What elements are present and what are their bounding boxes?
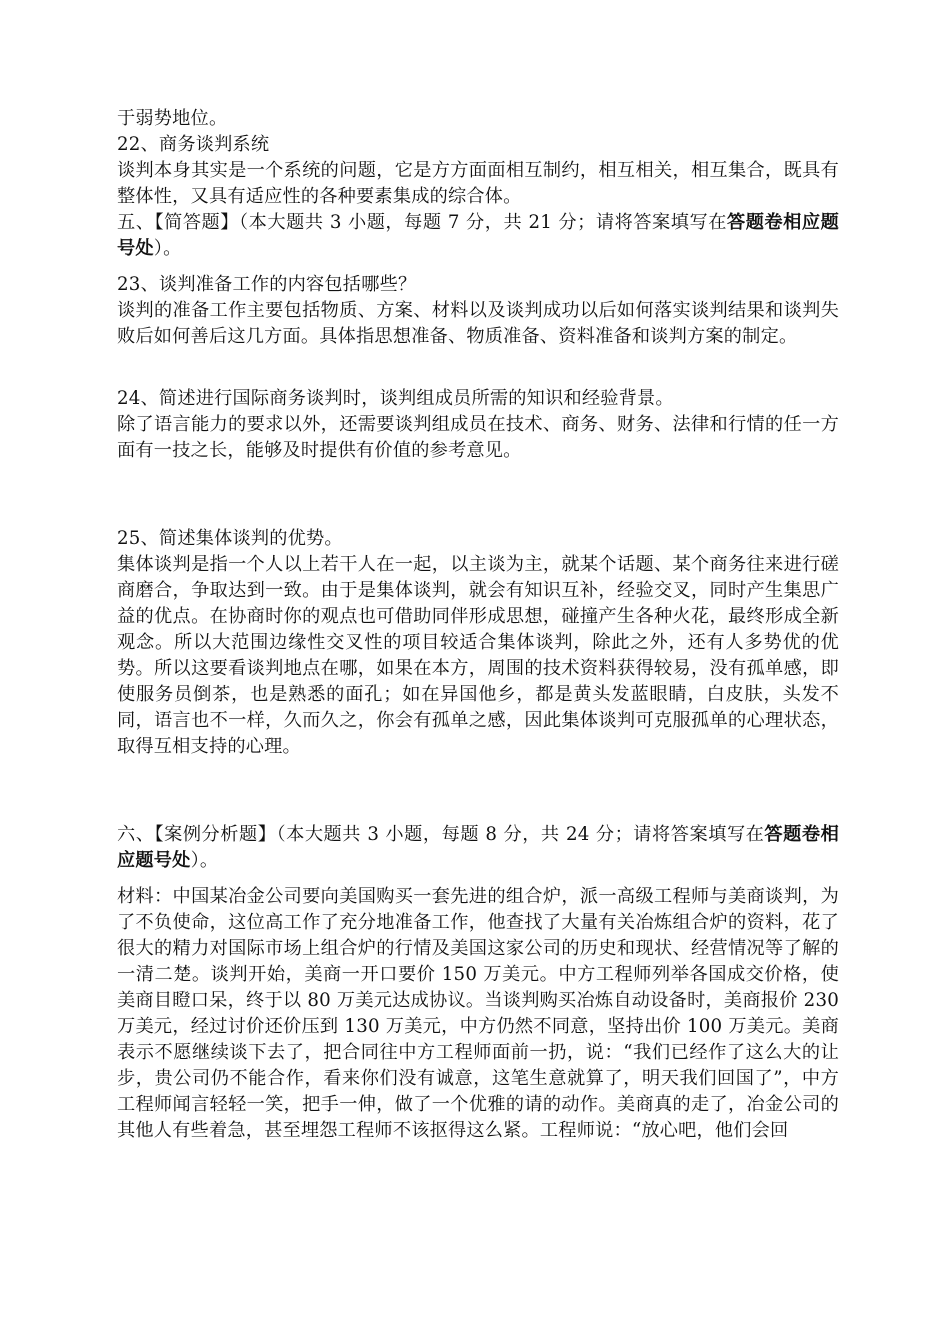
question-25-answer: 集体谈判是指一个人以上若干人在一起，以主谈为主，就某个话题、某个商务往来进行磋商磨合，争取达到一致。由于是集体谈判，就会有知识互补，经验交叉，同时产生集思广益的优点。在协商时你的观点也可借助同伴形成思想，碰撞产生各种火花，最终形成全新观念。所以大范围边缘性交叉性的项目较适合集体谈判，除此之外，还有人多势优的优势。所以这要看谈判地点在哪，如果在本方，周围的技术资料获得较易，没有孤单感，即使服务员倒茶，也是熟悉的面孔；如在异国他乡，都是黄头发蓝眼睛，白皮肤，头发不同，语言也不一样，久而久之，你会有孤单之感，因此集体谈判可克服孤单的心理状态，取得互相支持的心理。 [117,554,839,757]
section-5-heading-bold: 答题卷相应题号处 [117,212,840,259]
question-22-answer: 谈判本身其实是一个系统的问题，它是方方面面相互制约，相互相关，相互集合，既具有整体性，又具有适应性的各种要素集成的综合体。 [117,160,839,207]
section-6-heading [117,822,839,874]
section-5-heading-prefix: 五、【简答题】（本大题共 3 小题，每题 7 分，共 21 分；请将答案填写在 [117,212,727,233]
section-5-heading [117,210,839,262]
question-25-title: 25、简述集体谈判的优势。 [117,528,343,549]
document-page [117,106,839,1144]
section-6-heading-bold: 答题卷相应题号处 [117,824,839,871]
spacer [117,874,839,884]
spacer [117,350,839,386]
paragraph-continuation: 于弱势地位。 [117,108,228,129]
spacer [117,760,839,822]
case-material: 材料：中国某冶金公司要向美国购买一套先进的组合炉，派一高级工程师与美商谈判，为了不负使命，这位高工作了充分地准备工作，他查找了大量有关冶炼组合炉的资料，花了很大的精力对国际市场上组合炉的行情及美国这家公司的历史和现状、经营情况等了解的一清二楚。谈判开始，美商一开口要价 150 万美元。中方工程师列举各国成交价格，使美商目瞪口呆，终于以 80 万美元达成协议。当谈判购买冶炼自动设备时，美商报价 230 万美元，经过讨价还价压到 130 万美元，中方仍然不同意，坚持出价 100 万美元。美商表示不愿继续谈下去了，把合同往中方工程师面前一扔，说：“我们已经作了这么大的让步，贵公司仍不能合作，看来你们没有诚意，这笔生意就算了，明天我们回国了”，中方工程师闻言轻轻一笑，把手一伸，做了一个优雅的请的动作。美商真的走了，冶金公司的其他人有些着急，甚至埋怨工程师不该抠得这么紧。工程师说：“放心吧，他们会回 [117,886,839,1141]
question-22-title: 22、商务谈判系统 [117,134,270,155]
section-6-heading-suffix: ）。 [190,850,219,871]
question-23-answer: 谈判的准备工作主要包括物质、方案、材料以及谈判成功以后如何落实谈判结果和谈判失败后如何善后这几方面。具体指思想准备、物质准备、资料准备和谈判方案的制定。 [117,300,839,347]
section-6-heading-prefix: 六、【案例分析题】（本大题共 3 小题，每题 8 分，共 24 分；请将答案填写在 [117,824,765,845]
spacer [117,262,839,272]
question-24-answer: 除了语言能力的要求以外，还需要谈判组成员在技术、商务、财务、法律和行情的任一方面有一技之长，能够及时提供有价值的参考意见。 [117,414,839,461]
question-23-title: 23、谈判准备工作的内容包括哪些？ [117,274,417,295]
question-24-title: 24、简述进行国际商务谈判时，谈判组成员所需的知识和经验背景。 [117,388,674,409]
section-5-heading-suffix: ）。 [153,238,182,259]
spacer [117,464,839,526]
